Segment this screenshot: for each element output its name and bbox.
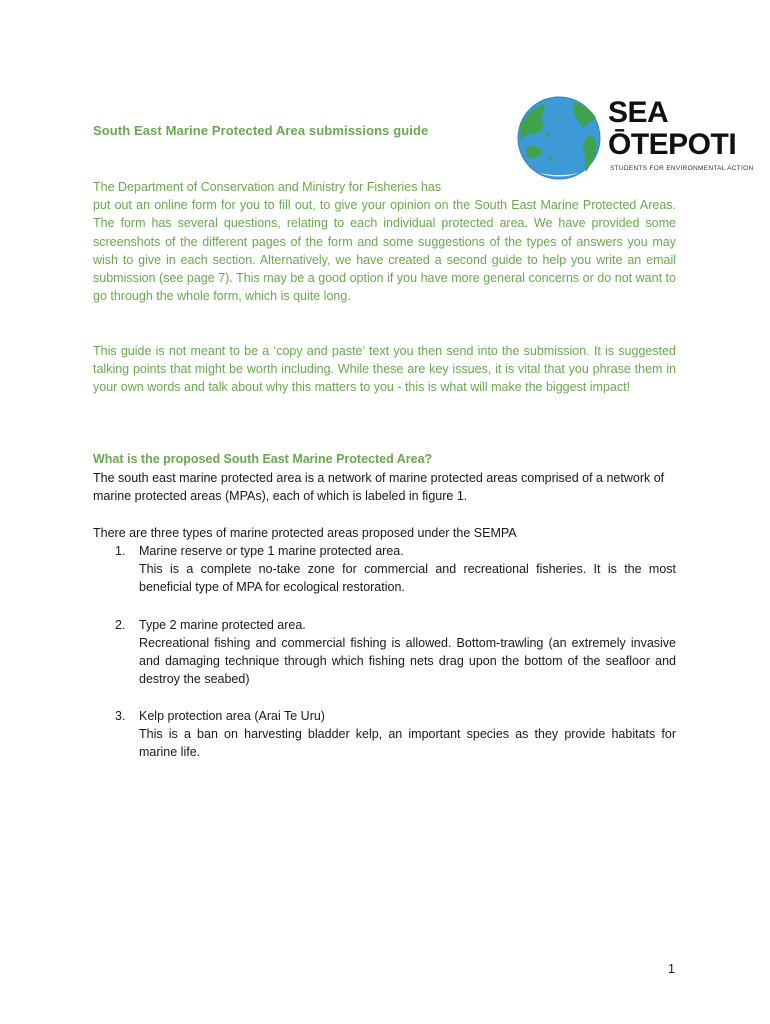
sea-otepoti-logo: [516, 96, 756, 180]
logo-wordmark-otepoti: ŌTEPOTI: [608, 128, 737, 161]
page-title: South East Marine Protected Area submissions guide: [93, 123, 429, 138]
globe-icon: [516, 96, 602, 180]
list-intro: There are three types of marine protected areas proposed under the SEMPA: [93, 526, 517, 540]
list-item-description: This is a complete no-take zone for commercial and recreational fisheries. It is the most beneficial type of MPA for ecological restoration.: [139, 562, 676, 595]
logo-wordmark-sea: SEA: [608, 96, 669, 129]
logo-tagline: STUDENTS FOR ENVIRONMENTAL ACTION: [610, 165, 754, 172]
page-number: 1: [668, 962, 675, 976]
guide-note-paragraph: This guide is not meant to be a ‘copy and paste’ text you then send into the submission. It is suggested talking points that might be worth including. While these are key issues, it is vital that you phrase them in your own words and talk about why this matters to you - this is what will make the biggest impact!: [93, 344, 676, 395]
intro-paragraph: [93, 178, 676, 305]
list-item-number: 1.: [115, 544, 126, 558]
list-item-description: Recreational fishing and commercial fishing is allowed. Bottom-trawling (an extremely invasive and damaging technique through which fishing nets drag upon the bottom of the seafloor and destroy the seabed): [139, 636, 676, 687]
list-item-title: Type 2 marine protected area.: [139, 618, 306, 632]
section-heading: What is the proposed South East Marine Protected Area?: [93, 452, 433, 466]
list-item-description: This is a ban on harvesting bladder kelp, an important species as they provide habitats for marine life.: [139, 727, 676, 760]
intro-body: put out an online form for you to fill out, to give your opinion on the South East Marine Protected Areas. The form has several questions, relating to each individual protected area. We have provided some screenshots of the different pages of the form and some suggestions of the types of answers you may wish to give in each section. Alternatively, we have created a second guide to help you write an email submission (see page 7). This may be a good option if you have more general concerns or do not want to go through the whole form, which is quite long.: [93, 198, 676, 304]
list-item-title: Marine reserve or type 1 marine protected area.: [139, 544, 404, 558]
list-item-number: 2.: [115, 618, 126, 632]
section-paragraph: The south east marine protected area is a network of marine protected areas comprised of a network of marine protected areas (MPAs), each of which is labeled in figure 1.: [93, 471, 665, 504]
list-item-number: 3.: [115, 709, 126, 723]
intro-first-line: The Department of Conservation and Ministry for Fisheries has: [93, 180, 442, 194]
list-item-title: Kelp protection area (Arai Te Uru): [139, 709, 325, 723]
